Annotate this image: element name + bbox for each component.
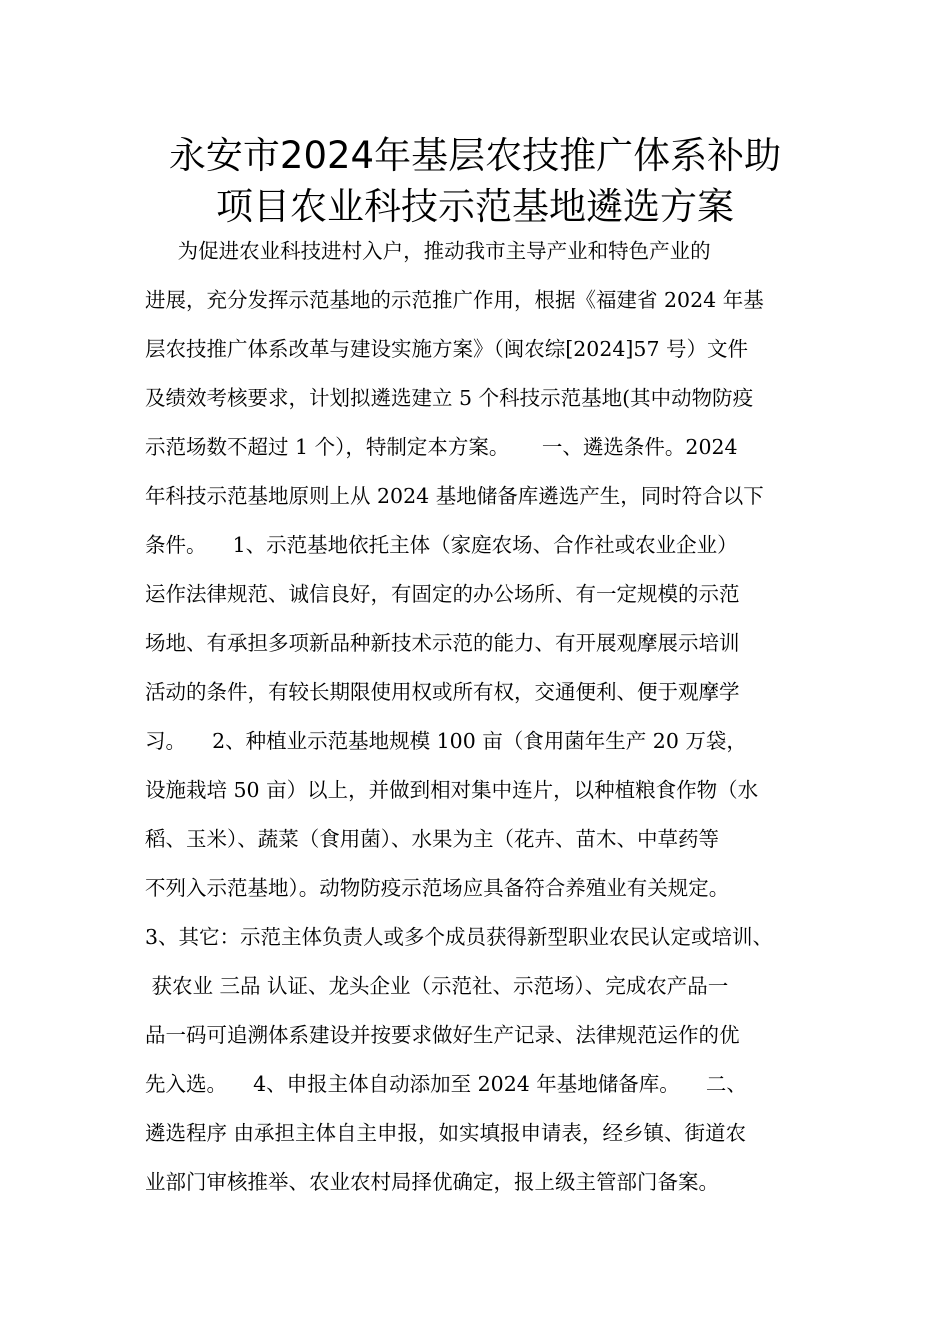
body-line: 不列入示范基地）。动物防疫示范场应具备符合养殖业有关规定。 bbox=[145, 876, 730, 900]
document-title-line-1: 永安市2024年基层农技推广体系补助 bbox=[168, 134, 782, 177]
body-line: 示范场数不超过 1 个），特制定本方案。 一、遴选条件。2024 bbox=[145, 435, 738, 459]
document-title-line-2: 项目农业科技示范基地遴选方案 bbox=[216, 185, 734, 228]
body-line: 层农技推广体系改革与建设实施方案》（闽农综[2024]57 号）文件 bbox=[145, 337, 749, 361]
body-line: 年科技示范基地原则上从 2024 基地储备库遴选产生，同时符合以下 bbox=[145, 484, 764, 508]
body-line: 业部门审核推举、农业农村局择优确定，报上级主管部门备案。 bbox=[145, 1170, 719, 1194]
body-line: 品一码可追溯体系建设并按要求做好生产记录、法律规范运作的优 bbox=[145, 1023, 740, 1047]
body-line: 获农业 三品 认证、龙头企业（示范社、示范场）、完成农产品一 bbox=[145, 974, 729, 998]
body-line: 及绩效考核要求，计划拟遴选建立 5 个科技示范基地(其中动物防疫 bbox=[145, 386, 754, 410]
body-line: 3、其它：示范主体负责人或多个成员获得新型职业农民认定或培训、 bbox=[145, 925, 774, 949]
body-line: 为促进农业科技进村入户，推动我市主导产业和特色产业的 bbox=[145, 239, 711, 263]
body-line: 条件。 1、示范基地依托主体（家庭农场、合作社或农业企业） bbox=[145, 533, 738, 557]
body-line: 活动的条件，有较长期限使用权或所有权，交通便利、便于观摩学 bbox=[145, 680, 740, 704]
body-line: 遴选程序 由承担主体自主申报，如实填报申请表，经乡镇、街道农 bbox=[145, 1121, 747, 1145]
body-line: 稻、玉米）、蔬菜（食用菌）、水果为主（花卉、苗木、中草药等 bbox=[145, 827, 719, 851]
body-line: 运作法律规范、诚信良好，有固定的办公场所、有一定规模的示范 bbox=[145, 582, 740, 606]
body-line: 进展，充分发挥示范基地的示范推广作用，根据《福建省 2024 年基 bbox=[145, 288, 764, 312]
body-line: 先入选。 4、申报主体自动添加至 2024 年基地储备库。 二、 bbox=[145, 1072, 747, 1096]
body-line: 设施栽培 50 亩）以上，并做到相对集中连片，以种植粮食作物（水 bbox=[145, 778, 759, 802]
body-line: 习。 2、种植业示范基地规模 100 亩（食用菌年生产 20 万袋， bbox=[145, 729, 747, 753]
body-line: 场地、有承担多项新品种新技术示范的能力、有开展观摩展示培训 bbox=[145, 631, 740, 655]
